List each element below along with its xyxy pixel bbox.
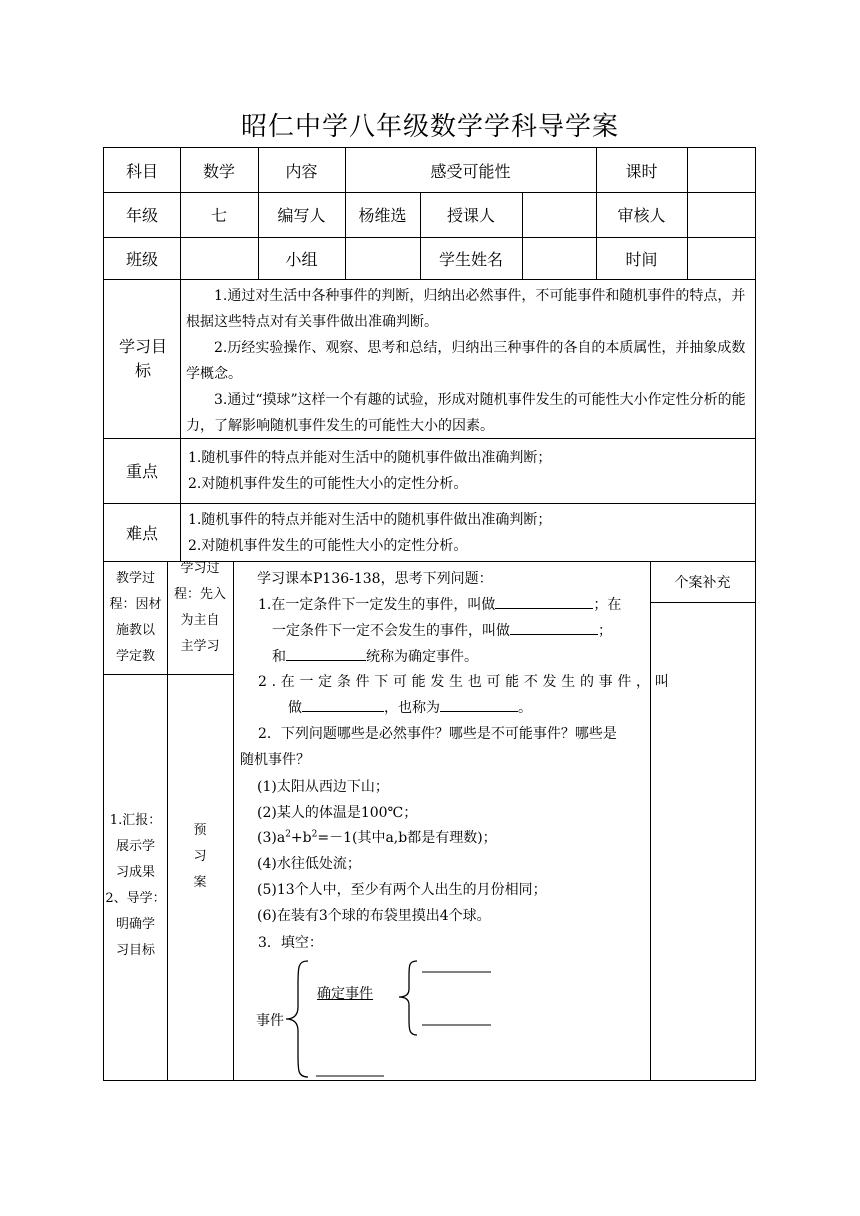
reviewer-label: 审核人: [617, 206, 666, 225]
definite-event-label: 确定事件: [317, 986, 373, 1002]
blank-uncertain-event[interactable]: [440, 697, 518, 712]
worksheet-table: [103, 147, 756, 1081]
content-value: 感受可能性: [430, 161, 511, 181]
head-line: 施教以: [115, 623, 155, 638]
objective-2: 2.历经实验操作、观察、思考和总结，归纳出三种事件的各自的本质属性，并抽象成数学概念。: [186, 340, 746, 382]
blank-definite-pair[interactable]: [286, 646, 366, 661]
author-value: 杨维选: [358, 206, 407, 225]
q2b-mid: ，也称为: [384, 700, 440, 716]
blank-certain-event[interactable]: [495, 594, 593, 609]
question-3b: 随机事件？: [240, 752, 310, 768]
objective-3: 3.通过“摸球”这样一个有趣的试验，形成对随机事件发生的可能性大小作定性分析的能力，了解影响随机事件发生的可能性大小的因素。: [186, 392, 746, 434]
list-item-3: [257, 827, 497, 847]
key-point-1: 1.随机事件的特点并能对生活中的随机事件做出准确判断；: [188, 450, 552, 466]
list-item-4: (4)水往低处流；: [257, 856, 361, 872]
large-brace-icon: [286, 961, 308, 1077]
intro-text: 学习课本P136-138，思考下列问题：: [257, 571, 493, 587]
q1c-end: 统称为确定事件。: [366, 649, 478, 665]
col-divider: [233, 561, 234, 1081]
list-item-6: (6)在装有3个球的布袋里摸出4个球。: [257, 908, 491, 924]
preview-label: [167, 818, 233, 896]
question-3a: 2．下列问题哪些是必然事件？哪些是不可能事件？哪些是: [258, 726, 617, 742]
q1a-end: ；在: [593, 597, 622, 613]
body-line: 案: [193, 875, 207, 890]
subject-label: 科目: [125, 161, 158, 181]
item3-end: =－1(其中a,b都是有理数)；: [317, 830, 497, 846]
item3-sup-b: 2: [311, 829, 318, 840]
body-line: 预: [193, 823, 207, 838]
question-1c: [272, 646, 478, 666]
period-value: [687, 148, 755, 192]
case-supplement-label: 个案补充: [674, 574, 731, 591]
reviewer-value: [687, 192, 755, 237]
head-line: 学定教: [115, 649, 155, 664]
list-item-1: (1)太阳从西边下山；: [257, 779, 389, 795]
student-name-label: 学生姓名: [438, 249, 503, 269]
time-value: [687, 237, 755, 279]
head-line: 教学过: [115, 571, 155, 586]
q1c-text: 和: [272, 649, 286, 665]
q1b-end: ；: [598, 623, 612, 639]
list-item-5: (5)13个人中，至少有两个人出生的月份相同；: [257, 882, 547, 898]
key-points-label: 重点: [125, 462, 158, 481]
q1b-text: 一定条件下一定不会发生的事件，叫做: [272, 623, 510, 639]
group-label: 小组: [285, 249, 318, 269]
group-value: [345, 237, 420, 279]
body-line: 习: [193, 849, 207, 864]
q2b-end: 。: [518, 700, 532, 716]
objectives-label: 学习目标: [118, 336, 167, 380]
question-2b: [288, 697, 532, 717]
col-divider: [180, 279, 181, 561]
row-divider: [650, 602, 755, 603]
question-1b: [272, 620, 612, 640]
time-label: 时间: [625, 249, 658, 269]
author-label: 编写人: [277, 206, 326, 225]
class-label: 班级: [125, 249, 158, 269]
head-line: 学习过: [180, 561, 220, 576]
head-line: 程：因材: [109, 597, 162, 612]
difficulties-label: 难点: [125, 523, 158, 543]
body-line: 1.汇报：: [109, 813, 162, 828]
student-name-value: [522, 237, 596, 279]
content-label: 内容: [285, 161, 318, 181]
question-2a: 2.在一定条件下可能发生也可能不发生的事件，叫: [258, 674, 674, 690]
learning-process-head: [167, 556, 233, 660]
difficulty-2: 2.对随机事件发生的可能性大小的定性分析。: [188, 538, 468, 554]
teaching-process-body: [104, 808, 167, 964]
row-divider: [104, 503, 755, 504]
event-label: 事件: [256, 1013, 284, 1029]
key-point-2: 2.对随机事件发生的可能性大小的定性分析。: [188, 476, 468, 492]
list-item-2: (2)某人的体温是100℃；: [257, 805, 418, 821]
blank-random-event[interactable]: [302, 697, 384, 712]
head-line: 主学习: [180, 639, 220, 654]
q2b-text: 做: [288, 700, 302, 716]
teacher-value: [522, 192, 596, 237]
row-divider: [104, 279, 755, 280]
body-line: 明确学: [115, 917, 155, 932]
class-value: [180, 237, 258, 279]
page-title: 昭仁中学八年级数学学科导学案: [240, 112, 619, 142]
body-line: 习成果: [115, 865, 155, 880]
classification-brace-diagram: [280, 955, 500, 1080]
fill-label: 3．填空：: [258, 935, 323, 951]
head-line: 为主自: [180, 613, 220, 628]
difficulty-1: 1.随机事件的特点并能对生活中的随机事件做出准确判断；: [188, 512, 552, 528]
item3-sup-a: 2: [285, 829, 291, 840]
item3-mid: +b: [290, 830, 312, 846]
grade-label: 年级: [125, 206, 158, 225]
grade-value: 七: [210, 206, 227, 225]
subject-value: 数学: [202, 161, 235, 181]
head-line: 程：先入: [173, 587, 226, 602]
teaching-process-head: [104, 566, 167, 670]
body-line: 2、导学：: [105, 891, 166, 906]
col-divider: [650, 561, 651, 1081]
body-line: 展示学: [115, 839, 155, 854]
row-divider: [104, 674, 233, 675]
body-line: 习目标: [115, 943, 155, 958]
teacher-label: 授课人: [446, 206, 495, 225]
item3-prefix: (3)a: [257, 830, 286, 846]
period-label: 课时: [625, 161, 658, 181]
question-1a: [258, 594, 621, 614]
small-brace-icon: [399, 961, 417, 1035]
q1a-text: 1.在一定条件下一定发生的事件，叫做: [258, 597, 496, 613]
blank-impossible-event[interactable]: [510, 620, 598, 635]
objective-1: 1.通过对生活中各种事件的判断，归纳出必然事件，不可能事件和随机事件的特点，并根据这些特点对有关事件做出准确判断。: [186, 288, 746, 330]
